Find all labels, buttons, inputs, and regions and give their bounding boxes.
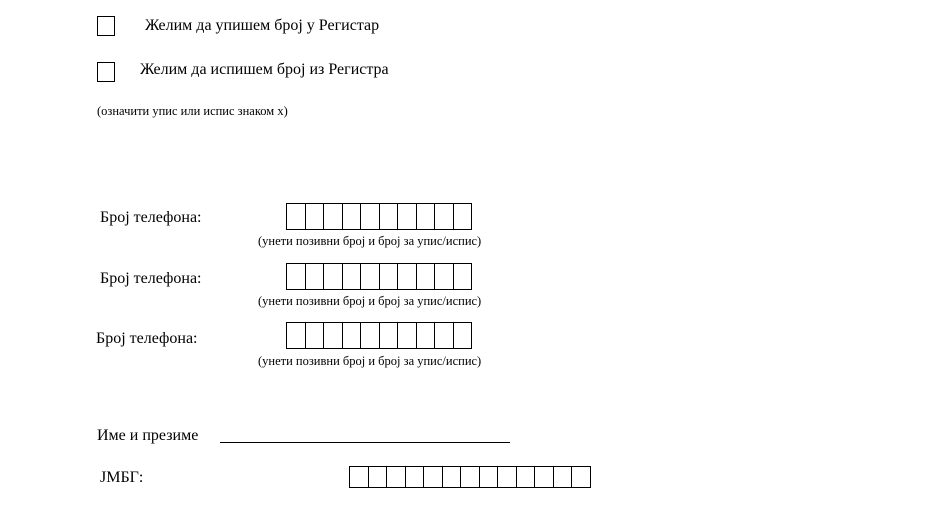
jmbg-label: ЈМБГ: (100, 469, 144, 486)
register-remove-label: Желим да испишем број из Регистра (140, 61, 389, 78)
phone-digit-box[interactable] (454, 323, 473, 348)
phone-digit-box[interactable] (324, 204, 343, 229)
phone-digit-box[interactable] (324, 323, 343, 348)
jmbg-digit-box[interactable] (424, 467, 443, 487)
jmbg-digit-box[interactable] (350, 467, 369, 487)
phone-digit-box[interactable] (435, 323, 454, 348)
jmbg-digit-box[interactable] (517, 467, 536, 487)
jmbg-digit-box[interactable] (461, 467, 480, 487)
phone-digit-box[interactable] (417, 204, 436, 229)
phone-digit-box[interactable] (435, 264, 454, 289)
jmbg-digit-box[interactable] (572, 467, 591, 487)
phone-digit-box[interactable] (361, 323, 380, 348)
mark-note: (означити упис или испис знаком х) (97, 104, 288, 118)
phone-digit-box[interactable] (343, 323, 362, 348)
phone-digit-box[interactable] (380, 323, 399, 348)
phone-digit-box[interactable] (361, 264, 380, 289)
phone-number-boxes-3[interactable] (286, 322, 472, 349)
phone-digit-box[interactable] (398, 264, 417, 289)
phone-digit-box[interactable] (398, 204, 417, 229)
phone-digit-box[interactable] (306, 204, 325, 229)
phone-digit-box[interactable] (417, 323, 436, 348)
register-add-checkbox[interactable] (97, 16, 115, 36)
phone-digit-box[interactable] (398, 323, 417, 348)
phone-hint-2: (унети позивни број и број за упис/испис) (258, 294, 482, 308)
phone-digit-box[interactable] (306, 323, 325, 348)
phone-digit-box[interactable] (306, 264, 325, 289)
register-remove-checkbox[interactable] (97, 62, 115, 82)
phone-number-boxes-2[interactable] (286, 263, 472, 290)
phone-digit-box[interactable] (343, 264, 362, 289)
jmbg-digit-box[interactable] (554, 467, 573, 487)
phone-digit-box[interactable] (361, 204, 380, 229)
jmbg-digit-box[interactable] (387, 467, 406, 487)
phone-digit-box[interactable] (454, 264, 473, 289)
phone-digit-box[interactable] (380, 264, 399, 289)
register-add-label: Желим да упишем број у Регистар (145, 17, 380, 34)
phone-hint-3: (унети позивни број и број за упис/испис) (258, 354, 482, 368)
phone-digit-box[interactable] (380, 204, 399, 229)
phone-digit-box[interactable] (417, 264, 436, 289)
phone-number-boxes-1[interactable] (286, 203, 472, 230)
name-label: Име и презиме (97, 427, 199, 444)
jmbg-digit-box[interactable] (535, 467, 554, 487)
jmbg-digit-box[interactable] (480, 467, 499, 487)
phone-hint-1: (унети позивни број и број за упис/испис) (258, 234, 482, 248)
phone-label-1: Број телефона: (100, 209, 202, 226)
phone-label-2: Број телефона: (100, 270, 202, 287)
phone-digit-box[interactable] (454, 204, 473, 229)
jmbg-digit-box[interactable] (369, 467, 388, 487)
jmbg-digit-box[interactable] (406, 467, 425, 487)
jmbg-digit-box[interactable] (498, 467, 517, 487)
jmbg-boxes[interactable] (349, 466, 591, 488)
phone-digit-box[interactable] (435, 204, 454, 229)
phone-digit-box[interactable] (287, 204, 306, 229)
phone-digit-box[interactable] (287, 323, 306, 348)
phone-digit-box[interactable] (287, 264, 306, 289)
phone-label-3: Број телефона: (96, 330, 198, 347)
phone-digit-box[interactable] (343, 204, 362, 229)
phone-digit-box[interactable] (324, 264, 343, 289)
jmbg-digit-box[interactable] (443, 467, 462, 487)
name-input-line[interactable] (220, 442, 510, 443)
